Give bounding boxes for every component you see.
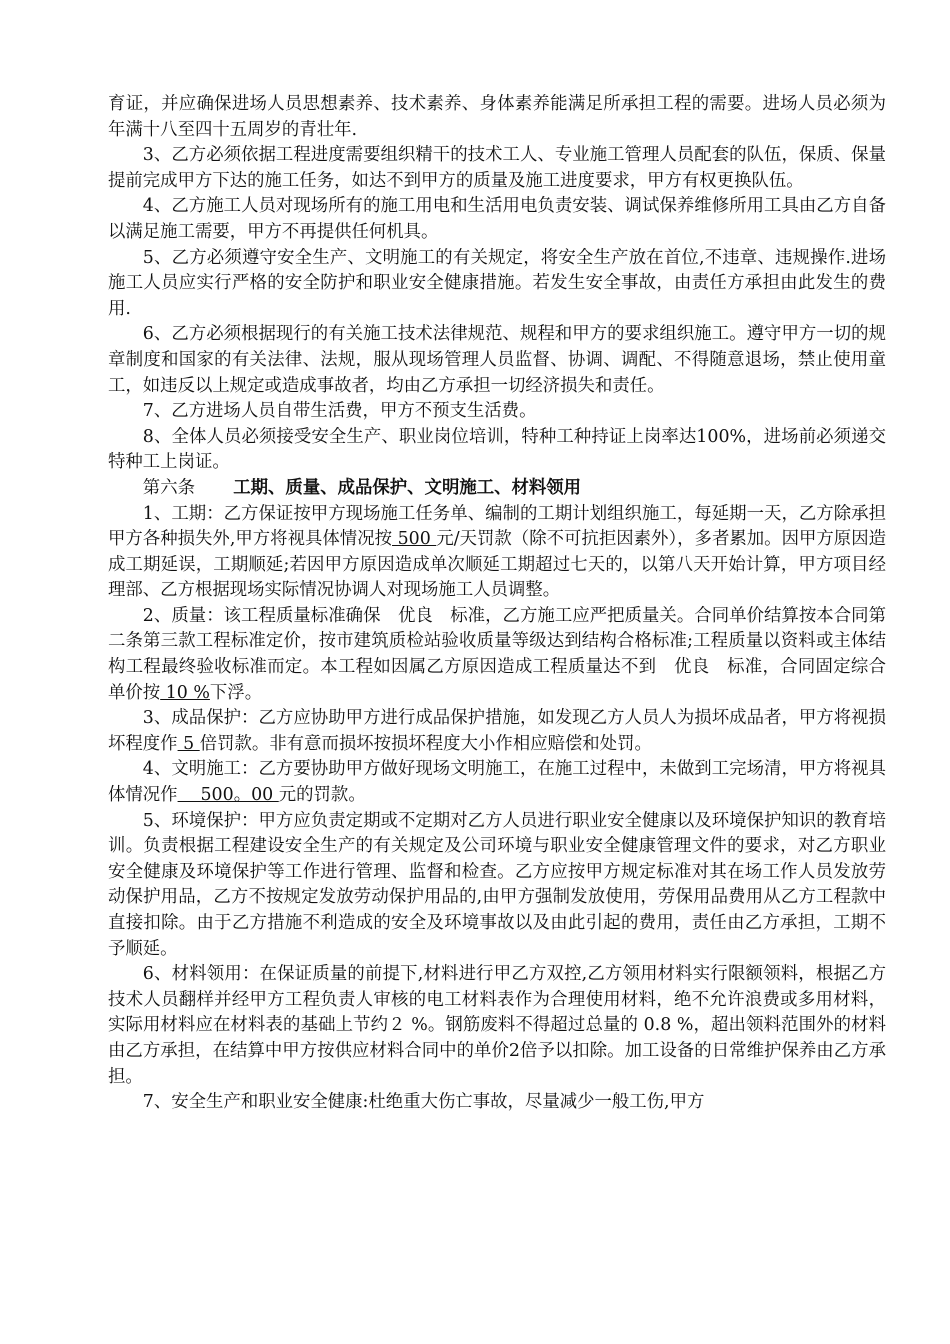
paragraph-text: 6、材料领用：在保证质量的前提下,材料进行甲乙方双控,乙方领用材料实行限额领料，根据乙方技术人员翻样并经甲方工程负责人审核的电工材料表作为合理使用材料，绝不允许浪费或多用材料，实际用材料应在材料表的基础上节约２ %。钢筋废料不得超过总量的 0.8 %，超出领料范围外的材料由乙方承担，在结算中甲方按供应材料合同中的单价2倍予以扣除。加工设备的日常维护保养由乙方承担。 <box>108 964 886 1087</box>
contract-paragraph <box>108 757 886 808</box>
contract-paragraph <box>108 246 886 323</box>
contract-paragraph <box>108 1090 886 1116</box>
fill-in-value: 500 <box>392 529 437 550</box>
paragraph-text: 倍罚款。非有意而损坏按损坏程度大小作相应赔偿和处罚。 <box>199 733 652 754</box>
fill-in-value: 500。00 <box>177 785 279 806</box>
contract-paragraph <box>108 425 886 476</box>
contract-paragraph <box>108 706 886 757</box>
contract-paragraph <box>108 809 886 963</box>
contract-paragraph <box>108 143 886 194</box>
paragraph-text: 3、成品保护：乙方应协助甲方进行成品保护措施，如发现乙方人员人为损坏成品者，甲方将视损坏程度作 <box>108 708 886 754</box>
paragraph-text: 4、乙方施工人员对现场所有的施工用电和生活用电负责安装、调试保养维修所用工具由乙方自备以满足施工需要，甲方不再提供任何机具。 <box>108 196 886 242</box>
article-heading <box>108 476 886 502</box>
paragraph-text: 8、全体人员必须接受安全生产、职业岗位培训，特种工种持证上岗率达100%，进场前必须递交特种工上岗证。 <box>108 426 886 473</box>
contract-paragraph <box>108 502 886 604</box>
contract-page <box>108 92 886 1116</box>
contract-paragraph <box>108 604 886 706</box>
paragraph-text: 5、环境保护：甲方应负责定期或不定期对乙方人员进行职业安全健康以及环境保护知识的教育培训。负责根据工程建设安全生产的有关规定及公司环境与职业安全健康管理文件的要求，对乙方职业安全健康及环境保护等工作进行管理、监督和检查。乙方应按甲方规定标准对其在场工作人员发放劳动保护用品，乙方不按规定发放劳动保护用品的,由甲方强制发放使用，劳保用品费用从乙方工程款中直接扣除。由于乙方措施不利造成的安全及环境事故以及由此引起的费用，责任由乙方承担，工期不予顺延。 <box>108 810 886 959</box>
article-number: 第六条 <box>142 477 195 498</box>
fill-in-value: 5 <box>177 733 200 754</box>
paragraph-text: 1、工期：乙方保证按甲方现场施工任务单、编制的工期计划组织施工，每延期一天，乙方除承担甲方各种损失外,甲方将视具体情况按 <box>108 503 886 550</box>
contract-paragraph <box>108 92 886 143</box>
paragraph-text: 元/天罚款（除不可抗拒因素外），多者累加。因甲方原因造成工期延误，工期顺延;若因甲方原因造成单次顺延工期超过七天的，以第八天开始计算，甲方项目经理部、乙方根据现场实际情况协调人对现场施工人员调整。 <box>108 529 887 601</box>
contract-paragraph <box>108 399 886 425</box>
paragraph-text: 2、质量：该工程质量标准确保 优良 标准，乙方施工应严把质量关。合同单价结算按本合同第二条第三款工程标准定价，按市建筑质检站验收质量等级达到结构合格标准;工程质量以资料或主体结构工程最终验收标准而定。本工程如因属乙方原因造成工程质量达不到 优良 标准，合同固定综合单价按 <box>108 605 886 703</box>
paragraph-text: 3、乙方必须依据工程进度需要组织精干的技术工人、专业施工管理人员配套的队伍，保质、保量提前完成甲方下达的施工任务，如达不到甲方的质量及施工进度要求，甲方有权更换队伍。 <box>108 145 886 191</box>
fill-in-value: 10 % <box>160 682 210 703</box>
article-title: 工期、质量、成品保护、文明施工、材料领用 <box>233 477 582 498</box>
paragraph-text: 元的罚款。 <box>278 785 366 806</box>
paragraph-text: 7、安全生产和职业安全健康:杜绝重大伤亡事故，尽量减少一般工伤,甲方 <box>142 1092 705 1113</box>
contract-paragraph <box>108 962 886 1090</box>
paragraph-text: 5、乙方必须遵守安全生产、文明施工的有关规定，将安全生产放在首位,不违章、违规操作.进场施工人员应实行严格的安全防护和职业安全健康措施。若发生安全事故，由责任方承担由此发生的费用. <box>108 247 886 319</box>
paragraph-text: 下浮。 <box>209 682 263 703</box>
paragraph-text: 7、乙方进场人员自带生活费，甲方不预支生活费。 <box>142 401 537 422</box>
paragraph-text: 4、文明施工：乙方要协助甲方做好现场文明施工，在施工过程中，未做到工完场清，甲方将视具体情况作 <box>108 759 886 806</box>
contract-paragraph <box>108 322 886 399</box>
contract-paragraph <box>108 194 886 245</box>
paragraph-text: 6、乙方必须根据现行的有关施工技术法律规范、规程和甲方的要求组织施工。遵守甲方一切的规章制度和国家的有关法律、法规，服从现场管理人员监督、协调、调配、不得随意退场，禁止使用童工，如违反以上规定或造成事故者，均由乙方承担一切经济损失和责任。 <box>108 324 886 396</box>
paragraph-text: 育证，并应确保进场人员思想素养、技术素养、身体素养能满足所承担工程的需要。进场人员必须为年满十八至四十五周岁的青壮年. <box>108 94 886 140</box>
